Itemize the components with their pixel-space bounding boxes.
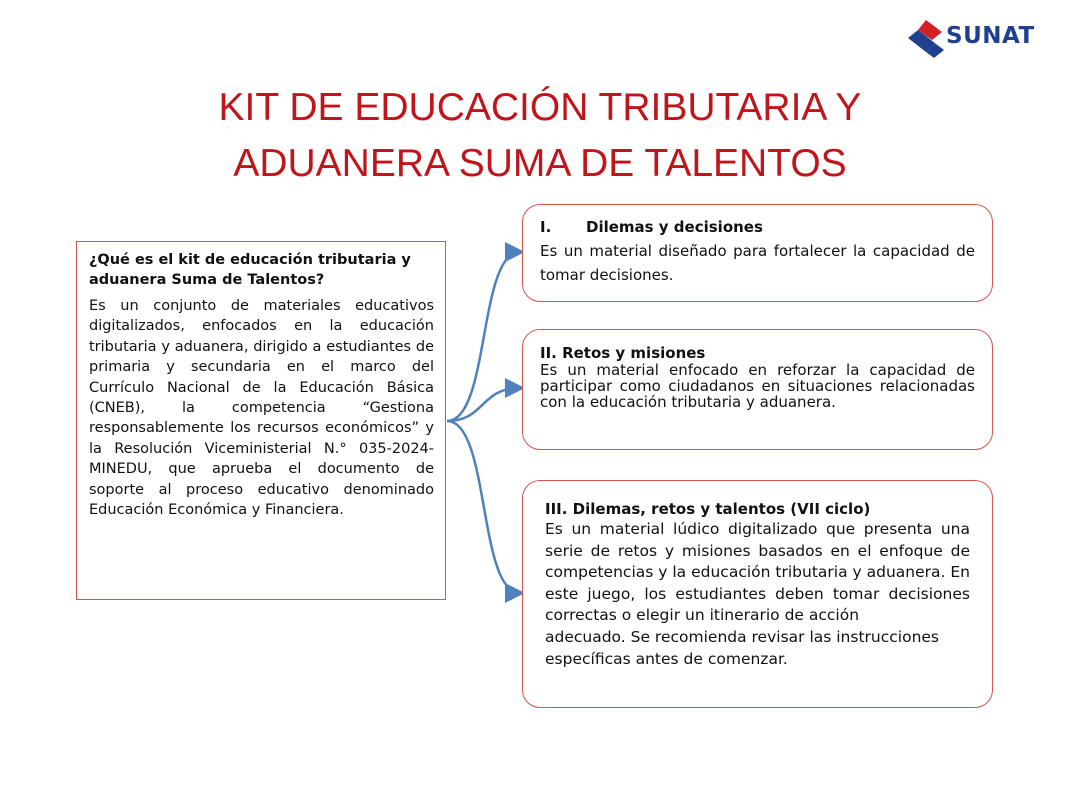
card-1-number: I. (540, 218, 552, 236)
title-line-1: KIT DE EDUCACIÓN TRIBUTARIA Y (218, 86, 862, 129)
card-dilemas-retos-talentos (522, 480, 993, 708)
intro-box (76, 241, 446, 600)
card-retos-misiones (522, 329, 993, 450)
logo-text: SUNAT (946, 23, 1035, 49)
card-2-body: Es un material enfocado en reforzar la capacidad de participar como ciudadanos en situaciones relacionadas con la educación tributaria y aduanera. (540, 361, 975, 411)
arrow-to-card-1 (447, 252, 520, 421)
card-2-title: II. Retos y misiones (540, 344, 706, 362)
card-1-body: Es un material diseñado para fortalecer la capacidad de tomar decisiones. (540, 242, 975, 284)
intro-question: ¿Qué es el kit de educación tributaria y aduanera Suma de Talentos? (89, 252, 411, 288)
card-3-title: III. Dilemas, retos y talentos (VII ciclo) (545, 500, 871, 518)
intro-body: Es un conjunto de materiales educativos digitalizados, enfocados en la educación tributaria y aduanera, dirigido a estudiantes de primaria y secundaria en el marco del Currículo Nacional de la Educación Básica (CNEB), la competencia “Gestiona responsablemente los recursos económicos” y la Resolución Viceministerial N.° 035-2024-MINEDU, que aprueba el documento de soporte al proceso educativo denominado Educación Económica y Financiera. (89, 298, 434, 519)
card-1-title: Dilemas y decisiones (586, 218, 763, 236)
arrow-to-card-3 (447, 421, 520, 593)
card-1-title-row (540, 217, 975, 237)
title-line-2: ADUANERA SUMA DE TALENTOS (233, 142, 847, 185)
card-3-body-extra: adecuado. Se recomienda revisar las instrucciones específicas antes de comenzar. (545, 627, 940, 668)
card-dilemas-decisiones (522, 204, 993, 302)
card-3-body: Es un material lúdico digitalizado que presenta una serie de retos y misiones basados en el enfoque de competencias y la educación tributaria y aduanera. En este juego, los estudiantes deben tomar decisiones correctas o elegir un itinerario de acción (545, 520, 970, 625)
